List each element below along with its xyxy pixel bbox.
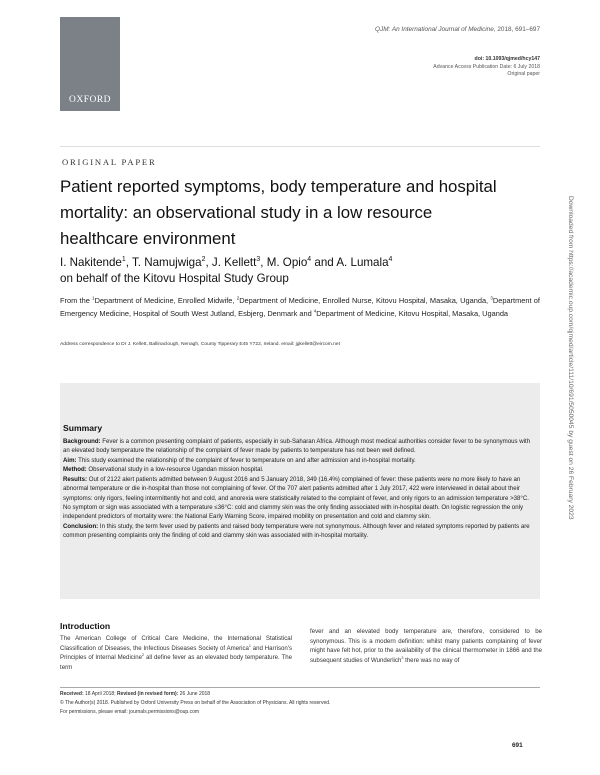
background-text: Fever is a common presenting complaint of patients, especially in sub-Saharan Africa. Although most medical authorities consider fever to be synonymous with an elevated body temperature the relationship of the complaint of fever made by patients to temperature has not been well defined. xyxy=(63,438,531,455)
study-group: on behalf of the Kitovu Hospital Study Group xyxy=(60,271,289,285)
footer-notes xyxy=(60,690,540,717)
advance-access-date: Advance Access Publication Date: 6 July 2018 xyxy=(433,63,540,70)
aim-text: This study examined the relationship of the complaint of fever to temperature on and after admission and in-hospital mortality. xyxy=(78,456,416,464)
abstract xyxy=(63,437,535,541)
revised-date: 26 June 2018 xyxy=(178,691,211,697)
intro-right-text-a: fever and an elevated body temperature are, therefore, considered to be synonymous. This is a modern definition: whilst many patients complaining of fever might have felt hot, prior to the availability of the clinical thermometer in 1866 and the subsequent studies of Wunderlich xyxy=(310,628,542,665)
intro-left-text-a: The American College of Critical Care Medicine, the International Statistical Classification of Diseases, the Infectious Diseases Society of America xyxy=(60,635,292,652)
author-1[interactable]: I. Nakitende xyxy=(60,256,122,269)
footer-divider xyxy=(60,687,540,688)
method-text: Observational study in a low-resource Ugandan mission hospital. xyxy=(88,466,264,474)
copyright: © The Author(s) 2018. Published by Oxford University Press on behalf of the Association of Physicians. All rights reserved. xyxy=(60,699,331,706)
intro-left-column: The American College of Critical Care Medicine, the International Statistical Classification of Diseases, the Infectious Diseases Society of America$^1$ and Harrison's Principles of Internal Medicine$^2$ all define fever as an elevated body temperature. The term xyxy=(60,635,292,672)
article-title: Patient reported symptoms, body temperature and hospital mortality: an observational study in a low resource healthcare environment xyxy=(60,177,497,248)
publisher-logo xyxy=(60,17,120,111)
page-number: 691 xyxy=(512,742,523,749)
article-type: Original paper xyxy=(507,71,540,78)
conclusion-label: Conclusion: xyxy=(63,522,99,530)
intro-right-column: fever and an elevated body temperature are, therefore, considered to be synonymous. This is a modern definition: whilst many patients complaining of fever might have felt hot, prior to the availability of the clinical thermometer in 1866 and the subsequent studies of Wunderlich$^3$ there was no way of xyxy=(310,628,542,665)
logo-text: OXFORD xyxy=(68,95,112,105)
results-label: Results: xyxy=(63,475,88,483)
section-label: ORIGINAL PAPER xyxy=(62,157,157,167)
introduction-heading: Introduction xyxy=(60,621,111,631)
intro-left-text-b: and Harrison's Principles of Internal Medicine xyxy=(60,644,292,662)
abstract-background xyxy=(63,437,535,456)
affiliations: From the $^1$Department of Medicine, Enrolled Midwife, $^2$Department of Medicine, Enrolled Nurse, Kitovu Hospital, Masaka, Uganda, $^3$Department of Emergency Medicine, Hospital of South West Jutland, Esbjerg, Denmark and $^4$Department of Medicine, Kitovu Hospital, Masaka, Uganda xyxy=(60,295,540,318)
journal-citation xyxy=(300,26,540,33)
received-date: 18 April 2018; xyxy=(83,691,117,697)
abstract-results xyxy=(63,475,535,522)
revised-label: Revised (in revised form): xyxy=(116,691,179,697)
download-watermark: Downloaded from https://academic.oup.com/qjmed/article/111/10/691/5050045 by guest on 26 February 2023 xyxy=(567,196,574,520)
header-divider xyxy=(60,146,540,147)
intro-right-text-b: there was no way of xyxy=(403,657,460,665)
affiliation-4: Department of Medicine, Kitovu Hospital, Masaka, Uganda xyxy=(316,308,509,318)
author-list: I. Nakitende$^1$, T. Namujwiga$^2$, J. Kellett$^3$, M. Opio$^4$ and A. Lumala$^4$ on behalf of the Kitovu Hospital Study Group xyxy=(60,256,393,285)
intro-left-text-c: all define fever as an elevated body temperature. The term xyxy=(60,654,292,672)
affiliation-2: Department of Medicine, Enrolled Nurse, Kitovu Hospital, Masaka, Uganda, xyxy=(239,296,491,305)
method-label: Method: xyxy=(63,466,87,474)
background-label: Background: xyxy=(63,438,101,445)
summary-heading: Summary xyxy=(63,423,103,433)
article-meta xyxy=(300,56,540,79)
aim-label: Aim: xyxy=(63,456,77,464)
abstract-aim xyxy=(63,456,535,465)
affiliations-intro: From the xyxy=(60,296,93,305)
journal-year-pages: , 2018, 691–697 xyxy=(493,26,540,33)
results-text: Out of 2122 alert patients admitted between 9 August 2016 and 5 January 2018, 349 (16.4%) complained of fever: these patients were no more likely to have an abnormal temperature or die in-hospital than those not complaining of fever. Of the 707 alert patients admitted after 1 July 2017, 422 were interviewed in detail about their symptoms: only rigors, feeling intermittently hot and cold, and anorexia were statistically related to the complaint of fever, and only rigors to an admission temperature >38°C. No symptom or sign was associated with a temperature ≤36°C: cold and clammy skin was the only finding associated with in-hospital death. On logistic regression the only independent predictors of mortality were: the National Early Warning Score, impaired mobility on presentation and cold and clammy skin. xyxy=(63,475,529,521)
affiliation-1: Department of Medicine, Enrolled Midwife, xyxy=(94,296,237,305)
doi[interactable]: doi: 10.1093/qjmed/hcy147 xyxy=(474,56,540,62)
correspondence-address: Address correspondence to Dr J. Kellett, Ballinaclough, Nenagh, County Tipperary E45 Y722, Ireland. email: jgkellett@eircom.net xyxy=(60,342,340,347)
permissions: For permissions, please email: journals.permissions@oup.com xyxy=(60,708,200,715)
author-2[interactable]: T. Namujwiga xyxy=(131,256,202,269)
dates-line xyxy=(60,690,540,699)
conclusion-text: In this study, the term fever used by patients and raised body temperature were not synonymous. Although fever and related symptoms reported by patients are common presenting complaints only the finding of cold and clammy skin was associated with in-hospital mortality. xyxy=(63,522,530,540)
author-5[interactable]: A. Lumala xyxy=(336,256,389,269)
author-3[interactable]: J. Kellett xyxy=(211,256,257,269)
author-4[interactable]: M. Opio xyxy=(266,256,308,269)
abstract-conclusion xyxy=(63,522,535,541)
received-label: Received: xyxy=(60,691,84,697)
affiliation-3: Department of Emergency Medicine, Hospital of South West Jutland, Esbjerg, Denmark and xyxy=(60,296,540,318)
journal-name: QJM: An International Journal of Medicine xyxy=(375,26,494,33)
abstract-method xyxy=(63,465,535,474)
